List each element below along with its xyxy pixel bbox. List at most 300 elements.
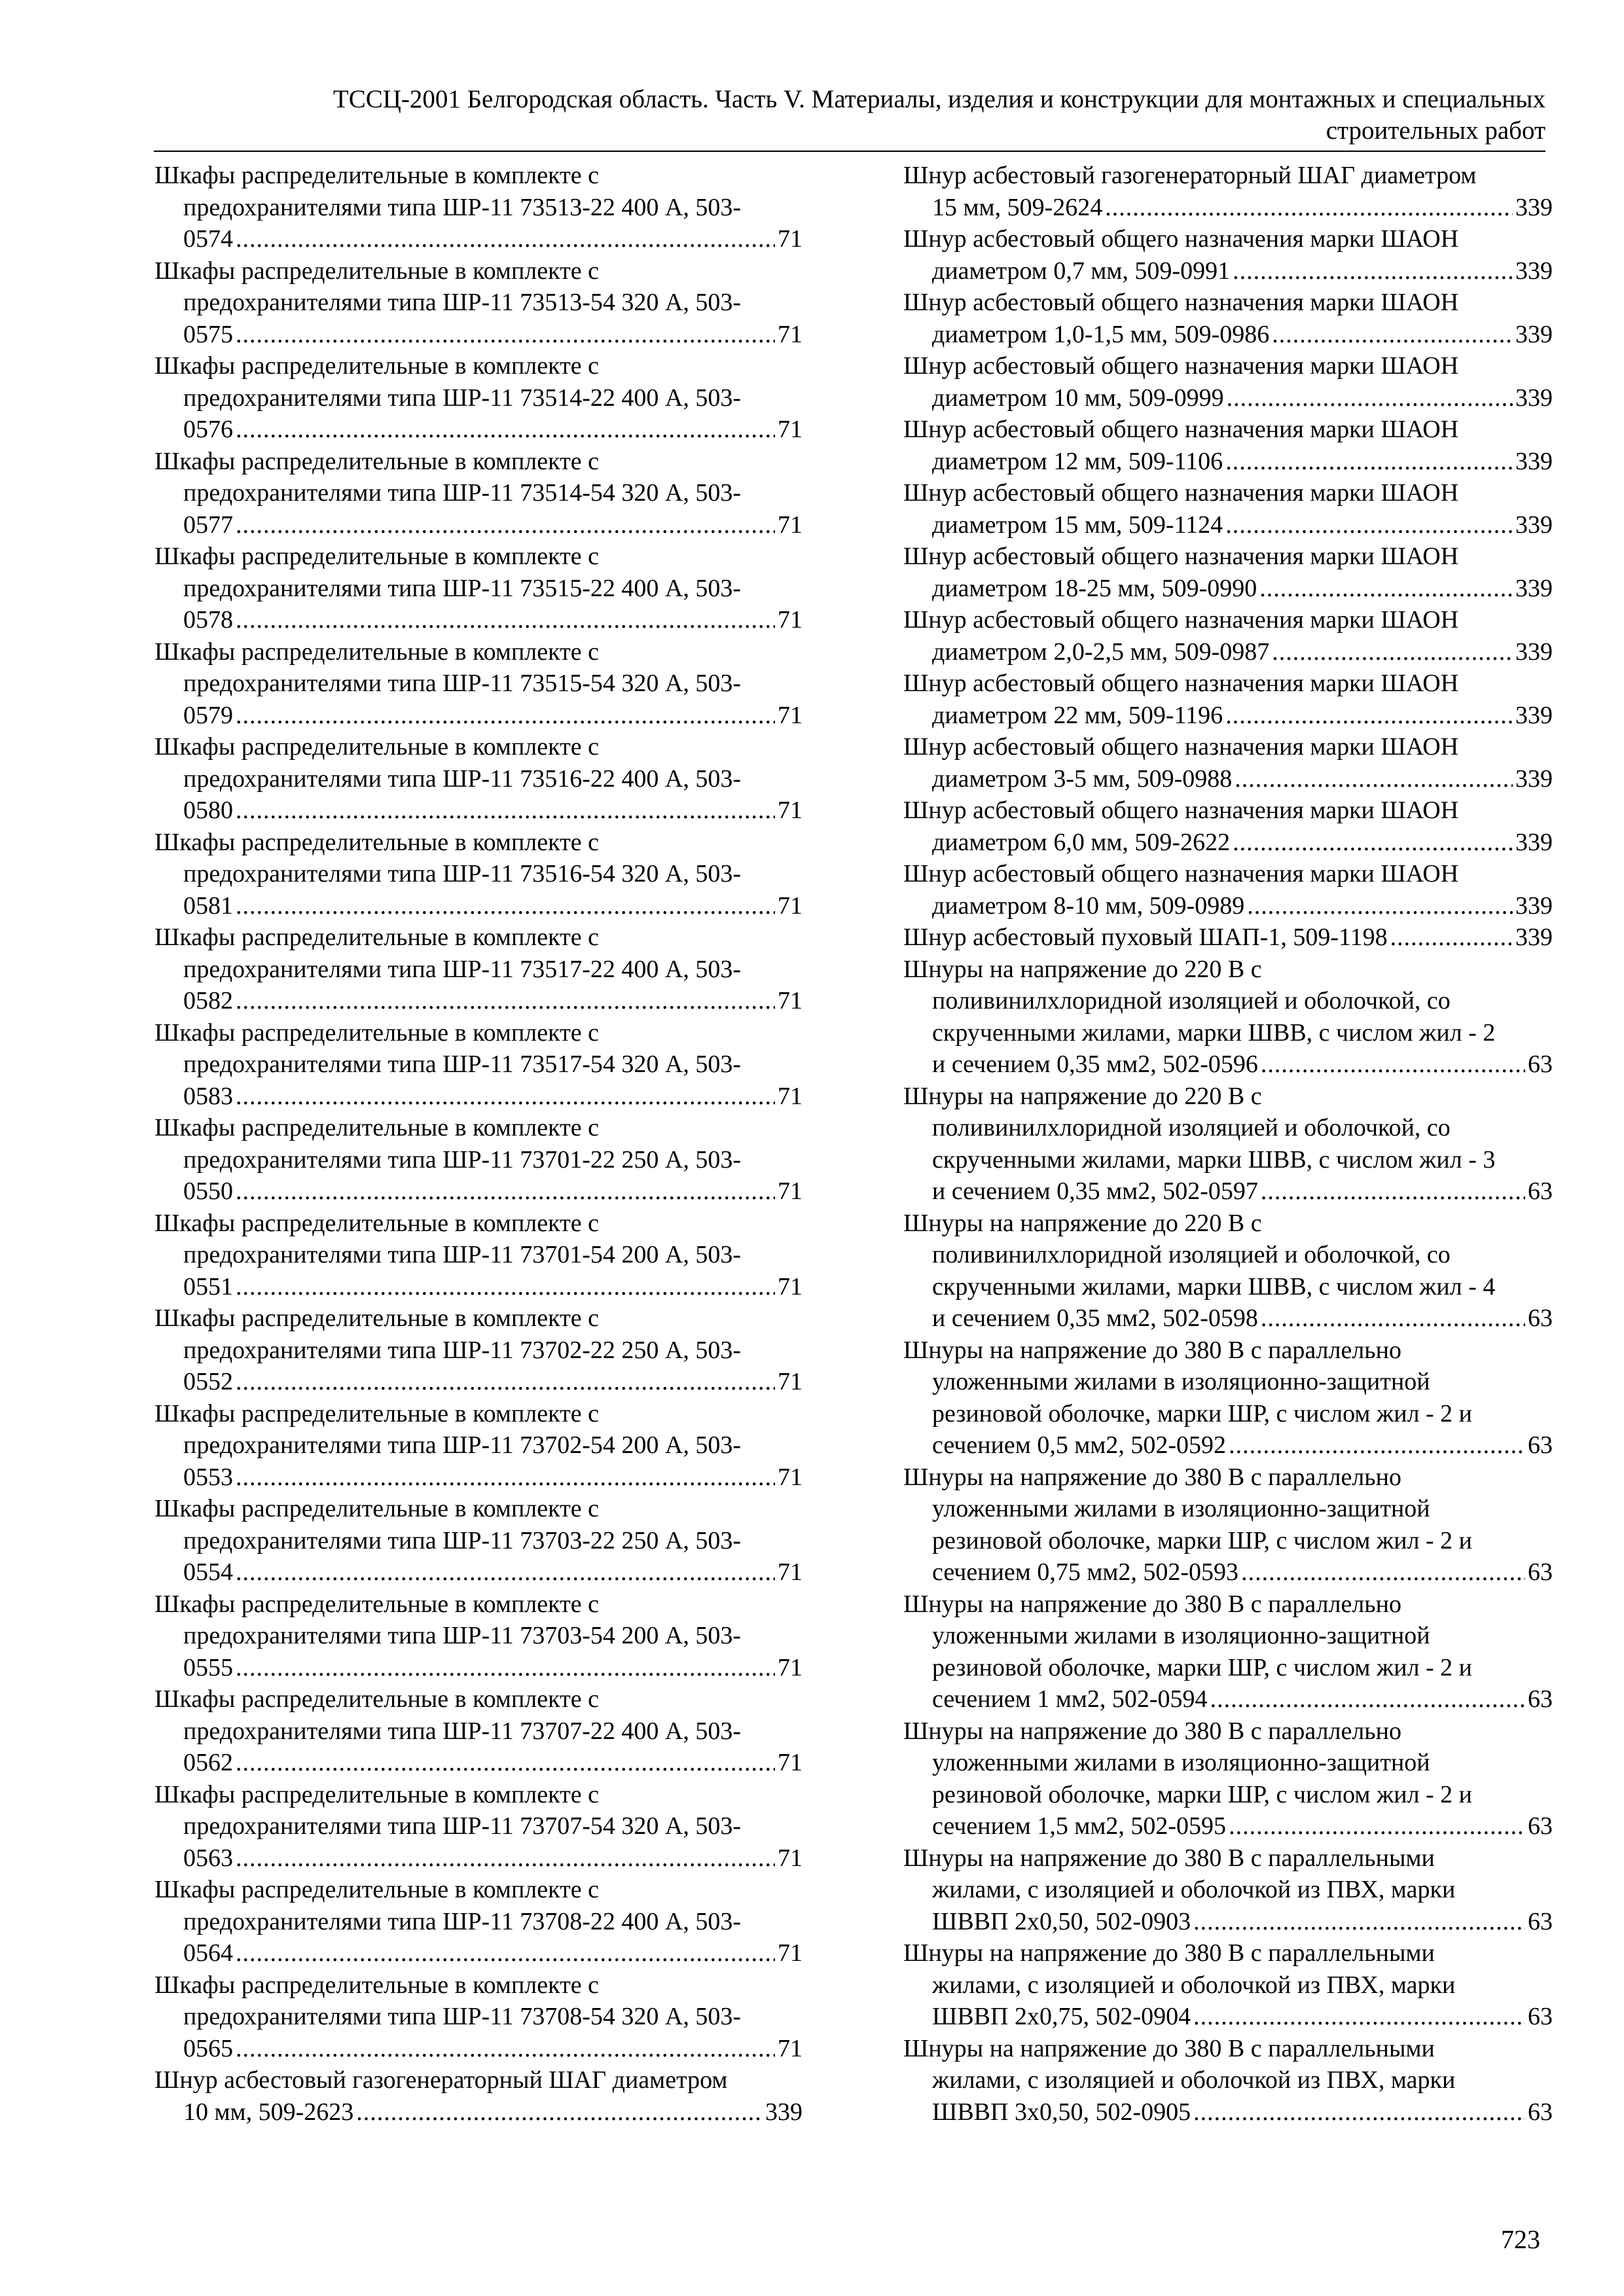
index-entry-text: 0579 [183,701,233,729]
index-entry [154,827,803,922]
index-entry-text: 15 мм, 509-2624 [932,193,1103,221]
index-entry-line: предохранителями типа ШР-11 73703-54 200 А, 503- [183,1622,742,1649]
dot-leader [356,2096,763,2128]
index-entry [154,255,803,351]
index-entry-text: 0550 [183,1177,233,1205]
index-entry-last-line [154,1652,803,1684]
index-entry-last-line [903,890,1553,922]
running-header [154,84,1545,152]
index-entry-page: 339 [1515,574,1553,602]
index-entry-line: Шнуры на напряжение до 380 В с параллельно [903,1463,1401,1491]
dot-leader [236,1747,775,1779]
index-entry-line: Шнур асбестовый газогенераторный ШАГ диаметром [154,2066,728,2094]
index-entry [903,414,1553,477]
dot-leader [236,1366,775,1398]
index-entry-page: 63 [1528,1304,1553,1332]
index-entry-line: Шнур асбестовый общего назначения марки ШАОН [903,416,1459,443]
index-entry-page: 71 [778,2034,803,2062]
index-entry-line: предохранителями типа ШР-11 73701-54 200 А, 503- [183,1241,742,1268]
index-entry-line: Шкафы распределительные в комплекте с [154,1590,599,1618]
index-entry-line: Шнур асбестовый общего назначения марки ШАОН [903,543,1459,570]
index-entry-last-line [154,1271,803,1303]
index-entry-line: предохранителями типа ШР-11 73513-54 320 А, 503- [183,289,742,316]
index-entry-line: Шнуры на напряжение до 380 В с параллельными [903,1844,1435,1872]
index-entry-line: Шкафы распределительные в комплекте с [154,1209,599,1237]
dot-leader [236,604,775,636]
index-entry-text: 0551 [183,1272,233,1300]
index-entry-last-line [154,1747,803,1779]
index-entry [903,1462,1553,1588]
index-entry-page: 71 [778,1558,803,1586]
index-entry [154,1302,803,1398]
index-entry [903,1842,1553,1938]
index-entry-line: жилами, с изоляцией и оболочкой из ПВХ, марки [932,1971,1456,1999]
index-entry-last-line [154,1937,803,1969]
index-entry [154,1493,803,1588]
dot-leader [236,700,775,732]
index-entry [903,1335,1553,1462]
index-entry-page: 339 [1515,701,1553,729]
index-entry-page: 63 [1528,1050,1553,1078]
index-entry-text: 0555 [183,1653,233,1681]
index-entry [903,2033,1553,2128]
index-entry-text: 0553 [183,1463,233,1491]
index-entry [154,1874,803,1969]
index-entry-last-line [154,2096,803,2128]
index-entry-line: Шнур асбестовый общего назначения марки ШАОН [903,225,1459,253]
index-entry [154,350,803,446]
index-entry-page: 71 [778,1082,803,1110]
index-entry-last-line [154,319,803,351]
dot-leader [1193,2001,1525,2033]
index-entry-last-line [154,414,803,446]
index-entry-last-line [154,795,803,827]
index-entry-page: 71 [778,606,803,634]
index-entry-page: 71 [778,1368,803,1395]
index-entry-line: уложенными жилами в изоляционно-защитной [932,1622,1430,1649]
index-entry-page: 71 [778,1939,803,1967]
index-entry [903,223,1553,287]
index-entry-line: резиновой оболочке, марки ШР, с числом жил - 2 и [932,1526,1473,1554]
dot-leader [1233,255,1513,287]
index-entry-text: и сечением 0,35 мм2, 502-0598 [932,1304,1258,1332]
index-entry-text: 0582 [183,987,233,1014]
index-entry [154,446,803,541]
index-entry-text: диаметром 10 мм, 509-0999 [932,384,1224,412]
index-entry-text: ШВВП 2х0,50, 502-0903 [932,1907,1191,1935]
index-entry [903,954,1553,1081]
index-entry [154,160,803,255]
index-entry-line: Шнуры на напряжение до 380 В с параллельно [903,1717,1401,1745]
index-entry-line: Шкафы распределительные в комплекте с [154,352,599,380]
index-entry-text: 0574 [183,225,233,253]
index-entry-line: предохранителями типа ШР-11 73708-54 320 А, 503- [183,2003,742,2030]
index-entry-page: 63 [1528,1685,1553,1713]
index-entry-text: диаметром 2,0-2,5 мм, 509-0987 [932,637,1270,666]
index-entry [154,731,803,827]
index-entry-last-line [903,255,1553,287]
index-entry-page: 339 [1515,637,1553,666]
index-entry [903,477,1553,541]
dot-leader [1261,1049,1525,1081]
dot-leader [236,1462,775,1494]
index-entry-last-line [154,1175,803,1208]
index-entry-line: Шнур асбестовый общего назначения марки ШАОН [903,860,1459,888]
index-entry-line: Шкафы распределительные в комплекте с [154,1495,599,1522]
index-entry [903,160,1553,223]
index-entry-page: 71 [778,987,803,1014]
index-entry-last-line [903,2096,1553,2128]
index-entry [903,350,1553,414]
index-entry-page: 339 [1515,764,1553,793]
index-entry-line: Шнуры на напряжение до 220 В с [903,1209,1262,1237]
index-entry-line: предохранителями типа ШР-11 73516-54 320 А, 503- [183,860,742,888]
index-entry-last-line [903,700,1553,732]
index-entry-last-line [154,1842,803,1874]
index-entry-line: Шкафы распределительные в комплекте с [154,1304,599,1332]
index-entry [154,2064,803,2128]
index-entry-line: Шкафы распределительные в комплекте с [154,1971,599,1999]
index-entry-line: Шнур асбестовый общего назначения марки ШАОН [903,479,1459,507]
index-entry-text: диаметром 0,7 мм, 509-0991 [932,257,1231,285]
index-entry-text: 0554 [183,1558,233,1586]
index-entry-last-line [154,1081,803,1113]
index-entry-line: уложенными жилами в изоляционно-защитной [932,1749,1430,1776]
index-entry [903,287,1553,350]
index-entry [154,1208,803,1303]
index-entry [154,1683,803,1779]
index-entry [154,1588,803,1684]
index-entry-line: Шнур асбестовый общего назначения марки ШАОН [903,733,1459,761]
dot-leader [236,509,775,541]
index-entry-line: предохранителями типа ШР-11 73517-54 320 А, 503- [183,1050,742,1078]
index-entry-line: Шкафы распределительные в комплекте с [154,637,599,666]
index-entry-page: 71 [778,1653,803,1681]
index-entry-last-line [154,1462,803,1494]
index-entry-line: резиновой оболочке, марки ШР, с числом жил - 2 и [932,1780,1473,1808]
index-entry-line: предохранителями типа ШР-11 73513-22 400 А, 503- [183,193,742,221]
index-entry [903,541,1553,604]
index-entry-text: 0575 [183,320,233,348]
index-entry-page: 339 [1515,511,1553,539]
dot-leader [236,795,775,827]
index-column-right [903,160,1553,2128]
index-entry-text: диаметром 12 мм, 509-1106 [932,447,1223,475]
index-entry-page: 339 [1515,447,1553,475]
dot-leader [1193,1906,1525,1938]
index-entry [903,1937,1553,2033]
index-entry [903,1208,1553,1335]
index-entry-page: 339 [1515,384,1553,412]
index-entry-last-line [154,985,803,1017]
index-entry-line: Шнуры на напряжение до 380 В с параллельно [903,1590,1401,1618]
index-entry-line: предохранителями типа ШР-11 73515-54 320 А, 503- [183,670,742,697]
index-entry [154,1112,803,1208]
index-entry-line: предохранителями типа ШР-11 73515-22 400 А, 503- [183,574,742,602]
index-entry-line: предохранителями типа ШР-11 73702-22 250 А, 503- [183,1336,742,1364]
index-entry-last-line [903,446,1553,478]
dot-leader [236,890,775,922]
index-entry [903,858,1553,922]
index-entry-text: 0578 [183,606,233,634]
index-entry-page: 63 [1528,1558,1553,1586]
index-entry [903,731,1553,795]
index-entry-line: Шнур асбестовый общего назначения марки ШАОН [903,670,1459,697]
index-entry-text: диаметром 6,0 мм, 509-2622 [932,828,1231,856]
index-entry-last-line [903,1556,1553,1588]
index-entry-line: скрученными жилами, марки ШВВ, с числом жил - 4 [932,1272,1496,1300]
index-entry-last-line [154,1366,803,1398]
index-entry-text: диаметром 18-25 мм, 509-0990 [932,574,1257,602]
index-entry-line: предохранителями типа ШР-11 73707-22 400 А, 503- [183,1717,742,1745]
index-entry-line: резиновой оболочке, марки ШР, с числом жил - 2 и [932,1653,1473,1681]
index-entry-last-line [903,1906,1553,1938]
index-entry-text: 10 мм, 509-2623 [183,2098,354,2126]
index-entry [154,1779,803,1874]
index-entry-page: 71 [778,797,803,824]
index-entry [154,1017,803,1113]
index-entry-line: Шкафы распределительные в комплекте с [154,543,599,570]
index-entry [903,1588,1553,1715]
dot-leader [1235,763,1513,795]
index-entry-text: сечением 0,5 мм2, 502-0592 [932,1431,1227,1459]
index-entry-text: 0564 [183,1939,233,1967]
dot-leader [236,985,775,1017]
index-entry-page: 71 [778,1177,803,1205]
dot-leader [1225,446,1513,478]
index-entry-line: резиновой оболочке, марки ШР, с числом жил - 2 и [932,1399,1473,1427]
index-entry-page: 71 [778,511,803,539]
dot-leader [1229,1429,1525,1462]
index-entry-last-line [903,827,1553,859]
dot-leader [236,1081,775,1113]
dot-leader [1261,1175,1525,1208]
index-entry-page: 339 [1515,193,1553,221]
index-entry-line: Шкафы распределительные в комплекте с [154,1399,599,1427]
index-entry-last-line [903,763,1553,795]
dot-leader [1390,922,1513,954]
index-entry-page: 71 [778,225,803,253]
index-entry-last-line [903,922,1553,954]
dot-leader [1272,636,1513,668]
index-entry-page: 339 [1515,828,1553,856]
index-entry-text: диаметром 1,0-1,5 мм, 509-0986 [932,320,1270,348]
index-entry-line: Шнур асбестовый общего назначения марки ШАОН [903,352,1459,380]
index-entry [903,922,1553,954]
index-entry [903,668,1553,731]
index-entry-page: 71 [778,1272,803,1300]
index-entry-last-line [154,1556,803,1588]
index-entry [154,541,803,636]
index-entry-text: диаметром 22 мм, 509-1196 [932,701,1223,729]
index-entry-page: 339 [1515,924,1553,951]
header-title-line-1: ТССЦ-2001 Белгородская область. Часть V. Материалы, изделия и конструкции для монтажных и специальных [333,85,1545,113]
index-entry-line: Шкафы распределительные в комплекте с [154,1114,599,1141]
index-entry-line: поливинилхлоридной изоляцией и оболочкой, со [932,1114,1451,1141]
index-entry-page: 339 [1515,891,1553,920]
index-entry-last-line [154,604,803,636]
index-entry-page: 71 [778,320,803,348]
dot-leader [236,223,775,255]
dot-leader [1225,509,1513,541]
index-entry-text: сечением 0,75 мм2, 502-0593 [932,1558,1239,1586]
index-entry [903,604,1553,668]
index-entry-line: Шкафы распределительные в комплекте с [154,1685,599,1713]
dot-leader [1261,1302,1525,1335]
index-entry-page: 71 [778,1844,803,1872]
dot-leader [1210,1683,1525,1715]
page-number: 723 [1501,2225,1540,2254]
index-entry-text: 0562 [183,1749,233,1776]
index-entry-last-line [154,700,803,732]
index-entry-text: 0576 [183,416,233,443]
index-entry-line: Шнур асбестовый общего назначения марки ШАОН [903,606,1459,634]
dot-leader [1241,1556,1525,1588]
index-entry-line: Шкафы распределительные в комплекте с [154,447,599,475]
index-entry-page: 339 [1515,257,1553,285]
index-entry-last-line [903,636,1553,668]
index-entry-line: Шнуры на напряжение до 220 В с [903,955,1262,983]
index-entry-line: предохранителями типа ШР-11 73514-22 400 А, 503- [183,384,742,412]
index-entry-last-line [903,573,1553,605]
index-entry-last-line [903,509,1553,541]
index-entry-last-line [154,509,803,541]
index-entry-last-line [903,1049,1553,1081]
index-column-left [154,160,803,2128]
dot-leader [236,1271,775,1303]
index-entry-text: и сечением 0,35 мм2, 502-0597 [932,1177,1258,1205]
index-entry-line: Шкафы распределительные в комплекте с [154,828,599,856]
index-entry-text: 0583 [183,1082,233,1110]
dot-leader [1193,2096,1525,2128]
dot-leader [1105,192,1513,224]
index-entry-line: Шнур асбестовый газогенераторный ШАГ диаметром [903,162,1477,189]
index-entry-last-line [903,192,1553,224]
index-entry-last-line [903,1175,1553,1208]
index-entry-line: Шкафы распределительные в комплекте с [154,1876,599,1903]
dot-leader [236,1652,775,1684]
index-entry-line: предохранителями типа ШР-11 73708-22 400 А, 503- [183,1907,742,1935]
dot-leader [1272,319,1513,351]
index-entry-page: 63 [1528,1177,1553,1205]
index-entry-line: предохранителями типа ШР-11 73707-54 320 А, 503- [183,1812,742,1840]
index-entry-line: предохранителями типа ШР-11 73701-22 250 А, 503- [183,1145,742,1174]
index-entry-page: 71 [778,1749,803,1776]
index-entry-line: скрученными жилами, марки ШВВ, с числом жил - 3 [932,1145,1496,1174]
index-entry-line: Шнуры на напряжение до 220 В с [903,1082,1262,1110]
index-entry-line: Шкафы распределительные в комплекте с [154,257,599,285]
index-entry-line: предохранителями типа ШР-11 73514-54 320 А, 503- [183,479,742,507]
dot-leader [236,1842,775,1874]
index-entry-last-line [154,890,803,922]
index-entry-line: Шнур асбестовый общего назначения марки ШАОН [903,289,1459,316]
dot-leader [1233,827,1513,859]
index-entry-text: Шнур асбестовый пуховый ШАП-1, 509-1198 [903,924,1388,951]
index-entry-line: Шкафы распределительные в комплекте с [154,162,599,189]
dot-leader [236,319,775,351]
index-entry-page: 71 [778,416,803,443]
index-entry [154,636,803,732]
index-entry-page: 71 [778,891,803,920]
index-entry-line: уложенными жилами в изоляционно-защитной [932,1495,1430,1522]
index-entry-line: Шкафы распределительные в комплекте с [154,924,599,951]
index-entry-text: ШВВП 3х0,50, 502-0905 [932,2098,1191,2126]
index-entry-line: жилами, с изоляцией и оболочкой из ПВХ, марки [932,2066,1456,2094]
index-entry-line: Шнуры на напряжение до 380 В с параллельными [903,1939,1435,1967]
dot-leader [1247,890,1513,922]
index-entry-line: Шнур асбестовый общего назначения марки ШАОН [903,797,1459,824]
index-entry-text: диаметром 15 мм, 509-1124 [932,511,1223,539]
index-entry-page: 63 [1528,1907,1553,1935]
index-entry-line: предохранителями типа ШР-11 73703-22 250 А, 503- [183,1526,742,1554]
index-entry-text: сечением 1,5 мм2, 502-0595 [932,1812,1227,1840]
index-entry-text: и сечением 0,35 мм2, 502-0596 [932,1050,1258,1078]
index-entry-text: диаметром 8-10 мм, 509-0989 [932,891,1245,920]
index-entry [154,1969,803,2065]
index-entry-last-line [903,382,1553,414]
dot-leader [236,1937,775,1969]
index-entry-page: 63 [1528,1431,1553,1459]
index-entry-page: 63 [1528,1812,1553,1840]
index-entry-text: 0563 [183,1844,233,1872]
index-entry-page: 63 [1528,2003,1553,2030]
header-title-line-2: строительных работ [1326,117,1545,145]
index-entry-last-line [903,1302,1553,1335]
index-entry-last-line [903,319,1553,351]
index-entry-text: 0581 [183,891,233,920]
index-entry-last-line [903,1810,1553,1842]
index-entry-last-line [903,1429,1553,1462]
index-entry [154,922,803,1017]
index-entry-text: 0577 [183,511,233,539]
index-entry-last-line [154,2033,803,2065]
dot-leader [1227,382,1513,414]
index-entry-page: 339 [765,2098,803,2126]
index-entry-line: Шнуры на напряжение до 380 В с параллельными [903,2034,1435,2062]
dot-leader [236,1556,775,1588]
index-entry-line: уложенными жилами в изоляционно-защитной [932,1368,1430,1395]
index-entry [154,1398,803,1494]
dot-leader [236,2033,775,2065]
index-entry-line: Шкафы распределительные в комплекте с [154,1780,599,1808]
index-entry-line: Шнуры на напряжение до 380 В с параллельно [903,1336,1401,1364]
index-entry-text: 0565 [183,2034,233,2062]
index-entry-line: скрученными жилами, марки ШВВ, с числом жил - 2 [932,1018,1496,1047]
index-entry-line: поливинилхлоридной изоляцией и оболочкой, со [932,987,1451,1014]
index-entry-line: жилами, с изоляцией и оболочкой из ПВХ, марки [932,1876,1456,1903]
dot-leader [1225,700,1513,732]
index-entry [903,795,1553,858]
index-entry-last-line [154,223,803,255]
index-entry-line: предохранителями типа ШР-11 73702-54 200 А, 503- [183,1431,742,1459]
index-entry-text: 0552 [183,1368,233,1395]
index-entry-page: 71 [778,701,803,729]
index-entry-last-line [903,1683,1553,1715]
index-entry-line: Шкафы распределительные в комплекте с [154,1018,599,1047]
index-entry-line: предохранителями типа ШР-11 73516-22 400 А, 503- [183,764,742,793]
dot-leader [236,1175,775,1208]
index-entry-last-line [903,2001,1553,2033]
dot-leader [1259,573,1513,605]
index-entry [903,1715,1553,1842]
index-entry-page: 71 [778,1463,803,1491]
index-entry-text: диаметром 3-5 мм, 509-0988 [932,764,1233,793]
index-entry-line: предохранителями типа ШР-11 73517-22 400 А, 503- [183,955,742,983]
dot-leader [1229,1810,1525,1842]
index-entry-line: поливинилхлоридной изоляцией и оболочкой, со [932,1241,1451,1268]
index-entry-text: сечением 1 мм2, 502-0594 [932,1685,1208,1713]
dot-leader [236,414,775,446]
